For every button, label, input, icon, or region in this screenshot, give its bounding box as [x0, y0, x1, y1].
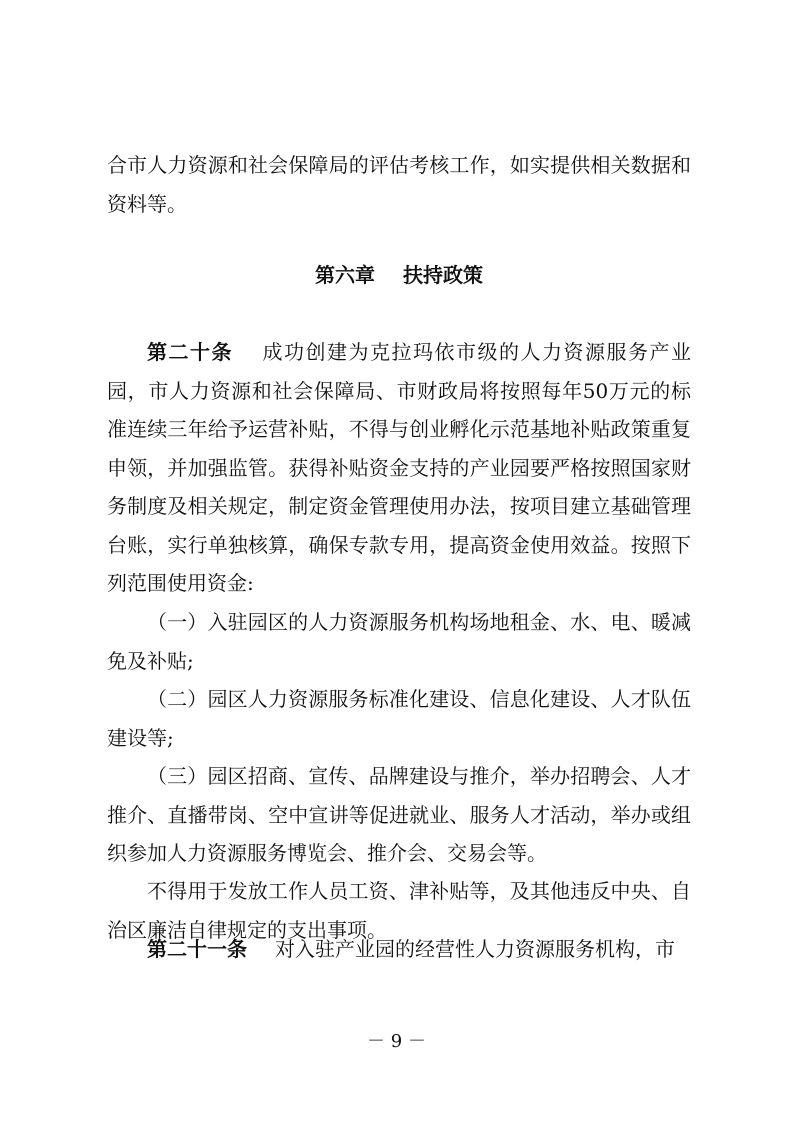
article-20-paragraph — [107, 333, 691, 603]
article-20-restriction: 不得用于发放工作人员工资、津补贴等，及其他违反中央、自治区廉洁自律规定的支出事项。 — [107, 879, 691, 942]
article-20-body: 成功创建为克拉玛依市级的人力资源服务产业园，市人力资源和社会保障局、市财政局将按照每年50万元的标准连续三年给予运营补贴，不得与创业孵化示范基地补贴政策重复申领，并加强监管。获得补贴资金支持的产业园要严格按照国家财务制度及相关规定，制定资金管理使用办法，按项目建立基础管理台账，实行单独核算，确保专款专用，提高资金使用效益。按照下列范围使用资金: — [107, 340, 691, 595]
intro-paragraph: 合市人力资源和社会保障局的评估考核工作，如实提供相关数据和资料等。 — [107, 153, 691, 216]
article-21-heading: 第二十一条 — [147, 937, 247, 961]
chapter-heading — [107, 256, 691, 294]
chapter-number: 第六章 — [315, 263, 375, 287]
article-21-body: 对入驻产业园的经营性人力资源服务机构，市 — [275, 937, 675, 961]
page-number: － 9 － — [367, 1031, 426, 1052]
article-21-paragraph — [107, 930, 691, 969]
article-20-item-3: （三）园区招商、宣传、品牌建设与推介，举办招聘会、人才推介、直播带岗、空中宣讲等促进就业、服务人才活动，举办或组织参加人力资源服务博览会、推介会、交易会等。 — [107, 764, 691, 865]
article-20-heading: 第二十条 — [147, 340, 233, 364]
chapter-title: 扶持政策 — [403, 263, 483, 287]
article-20-item-1: （一）入驻园区的人力资源服务机构场地租金、水、电、暖减免及补贴; — [107, 610, 691, 673]
article-20-item-2: （二）园区人力资源服务标准化建设、信息化建设、人才队伍建设等; — [107, 687, 691, 750]
